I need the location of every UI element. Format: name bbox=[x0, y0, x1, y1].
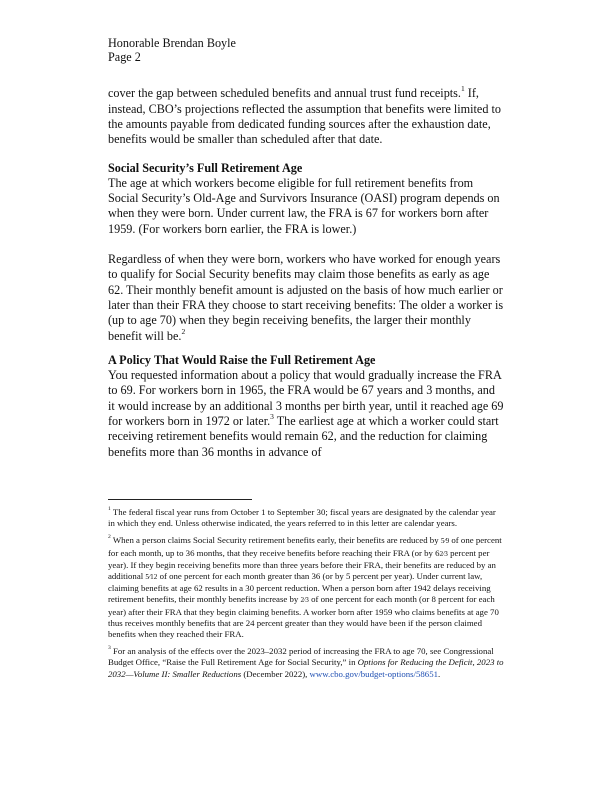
fraction-five-ninths: 5⁄9 bbox=[440, 537, 450, 546]
budget-options-link[interactable]: www.cbo.gov/budget-options/58651 bbox=[309, 668, 438, 679]
footnote-3-number: 3 bbox=[108, 645, 111, 652]
fra-paragraph-2 bbox=[108, 252, 504, 344]
footnote-2-text-d: of one percent for each month greater than 36 (or by 5 percent per year). Under current law, claiming benefits at age 62 results in a 30 percent reduction. When a person born after 1942 delays receiving retirement benefits, their monthly benefits increase by bbox=[108, 571, 491, 605]
footnote-1-number: 1 bbox=[108, 506, 111, 513]
policy-paragraph bbox=[108, 368, 504, 460]
footnote-ref-1[interactable]: 1 bbox=[460, 84, 465, 94]
footnote-2-text-e: of one percent for each month (or 8 percent for each year) after their FRA that they begin claiming benefits. A worker born after 1959 who claims benefits at age 70 thus receives monthly benefits that are 24 percent greater than they would have been if the person claimed benefits when they reached their FRA. bbox=[108, 594, 499, 640]
fraction-five-twelfths: 5⁄12 bbox=[145, 573, 158, 582]
footnote-2-number: 2 bbox=[108, 534, 111, 541]
footnote-3-text-a: For an analysis of the effects over the 2023–2032 period of increasing the FRA to age 70, see Congressional Budget Office, “Raise the Full Retirement Age for Social Security,” in bbox=[108, 646, 494, 668]
footnote-2-text-c: percent per year). If they begin receiving benefits more than three years before their FRA, their benefits are reduced by an additional bbox=[108, 547, 496, 582]
section-heading-policy: A Policy That Would Raise the Full Retirement Age bbox=[108, 352, 376, 367]
footnote-2 bbox=[108, 535, 504, 640]
fra-paragraph-2-text: Regardless of when they were born, workers who have worked for enough years to qualify for Social Security benefits may claim those benefits as early as age 62. Their monthly benefit amount is adjusted on the basis of how much earlier or later than their FRA they choose to start receiving benefits: The older a worker is (up to age 70) when they begin receiving benefits, the larger their monthly benefit will be. bbox=[108, 252, 504, 343]
page-number: Page 2 bbox=[108, 50, 141, 65]
intro-text-cont: If, instead, CBO’s projections reflected the assumption that benefits were limited to the amounts payable from dedicated funding sources after the exhaustion date, benefits would be smaller than scheduled after that date. bbox=[108, 86, 501, 147]
publication-title: Options for Reducing the Deficit, 2023 to 2032—Volume II: Smaller Reductions bbox=[108, 657, 504, 679]
footnote-ref-3[interactable]: 3 bbox=[270, 411, 274, 421]
footnote-2-text-a: When a person claims Social Security retirement benefits early, their benefits are reduced by bbox=[112, 535, 441, 546]
fraction-two-thirds: 2⁄3 bbox=[439, 549, 448, 558]
footnote-3-text-b: (December 2022), bbox=[241, 668, 310, 679]
policy-text: You requested information about a policy that would gradually increase the FRA to 69. For workers born in 1965, the FRA would be 67 years and 3 months, and it would increase by an additional 3 months per birth year, until it reached age 69 for workers born in 1972 or later. bbox=[108, 368, 504, 429]
policy-text-cont: The earliest age at which a worker could start receiving retirement benefits would remain 62, and the reduction for claiming benefits more than 36 months in advance of bbox=[108, 414, 499, 459]
recipient-name: Honorable Brendan Boyle bbox=[108, 36, 236, 50]
footnote-divider bbox=[108, 499, 252, 500]
intro-text: cover the gap between scheduled benefits and annual trust fund receipts. bbox=[108, 86, 461, 101]
footnotes bbox=[108, 507, 504, 686]
fraction-two-thirds-b: 2⁄3 bbox=[300, 596, 309, 605]
footnote-2-text-b: of one percent for each month, up to 36 months, that they receive benefits before reaching their FRA (or by 6 bbox=[108, 535, 502, 558]
letter-page bbox=[108, 36, 504, 460]
footnote-3-end: . bbox=[438, 668, 441, 679]
footnote-ref-2[interactable]: 2 bbox=[181, 326, 186, 336]
footnote-3 bbox=[108, 646, 504, 680]
intro-paragraph bbox=[108, 86, 504, 147]
footnote-1-text: The federal fiscal year runs from October 1 to September 30; fiscal years are designated by the calendar year in which they end. Unless otherwise indicated, the years referred to in this letter are calendar years. bbox=[108, 507, 496, 529]
footnote-1 bbox=[108, 507, 504, 529]
fra-paragraph-1: The age at which workers become eligible for full retirement benefits from Social Security’s Old-Age and Survivors Insurance (OASI) program depends on when they were born. Under current law, the FRA is 67 for workers born after 1959. (For workers born earlier, the FRA is lower.) bbox=[108, 175, 500, 236]
section-heading-fra: Social Security’s Full Retirement Age bbox=[108, 160, 303, 175]
